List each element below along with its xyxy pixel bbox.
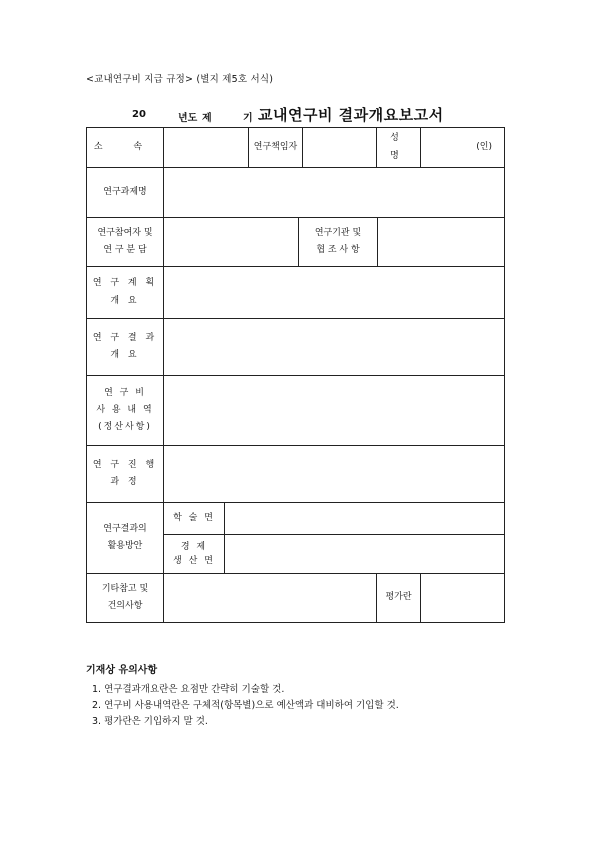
economic-field[interactable] <box>224 534 505 574</box>
title-year: 20 <box>132 109 146 120</box>
budget-field[interactable] <box>163 375 505 446</box>
result-label: 연 구 결 과 개 요 <box>86 318 164 376</box>
report-form <box>86 127 505 623</box>
name-label: 성 명 <box>376 127 421 168</box>
title-nyeondo: 년도 <box>178 113 198 124</box>
notes-section <box>86 661 399 730</box>
form-reference-note: <교내연구비 지급 규정> (별지 제5호 서식) <box>86 74 274 85</box>
document-title-row <box>86 103 505 127</box>
participants-label: 연구참여자 및 연 구 분 담 <box>86 217 164 267</box>
budget-label: 연 구 비 사 용 내 역 (정산사항) <box>86 375 164 446</box>
affiliation-field[interactable] <box>163 127 249 168</box>
other-field[interactable] <box>163 573 377 623</box>
evaluation-field[interactable] <box>420 573 505 623</box>
page-title: 교내연구비 결과개요보고서 <box>258 106 444 124</box>
participants-field[interactable] <box>163 217 299 267</box>
title-je: 제 <box>202 113 212 124</box>
evaluation-label: 평가란 <box>376 573 421 623</box>
pi-label: 연구책임자 <box>248 127 303 168</box>
pi-field[interactable] <box>302 127 377 168</box>
utilization-label: 연구결과의 활용방안 <box>86 502 164 574</box>
notes-item: 2. 연구비 사용내역란은 구체적(항목별)으로 예산액과 대비하여 기입할 것. <box>92 700 399 711</box>
economic-label: 경 제 생 산 면 <box>163 534 225 574</box>
name-seal-field[interactable]: (인) <box>420 127 505 168</box>
plan-field[interactable] <box>163 266 505 319</box>
academic-field[interactable] <box>224 502 505 535</box>
notes-item: 1. 연구결과개요란은 요점만 간략히 기술할 것. <box>92 684 285 695</box>
result-field[interactable] <box>163 318 505 376</box>
affiliation-label: 소 속 <box>86 127 164 168</box>
notes-item: 3. 평가란은 기입하지 말 것. <box>92 716 208 727</box>
project-title-label: 연구과제명 <box>86 167 164 218</box>
partner-label: 연구기관 및 협 조 사 항 <box>298 217 378 267</box>
project-title-field[interactable] <box>163 167 505 218</box>
partner-field[interactable] <box>377 217 505 267</box>
plan-label: 연 구 계 획 개 요 <box>86 266 164 319</box>
other-label: 기타참고 및 건의사항 <box>86 573 164 623</box>
title-gi: 기 <box>243 113 253 124</box>
progress-field[interactable] <box>163 445 505 503</box>
notes-title: 기재상 유의사항 <box>86 665 158 676</box>
progress-label: 연 구 진 행 과 정 <box>86 445 164 503</box>
academic-label: 학 술 면 <box>163 502 225 535</box>
